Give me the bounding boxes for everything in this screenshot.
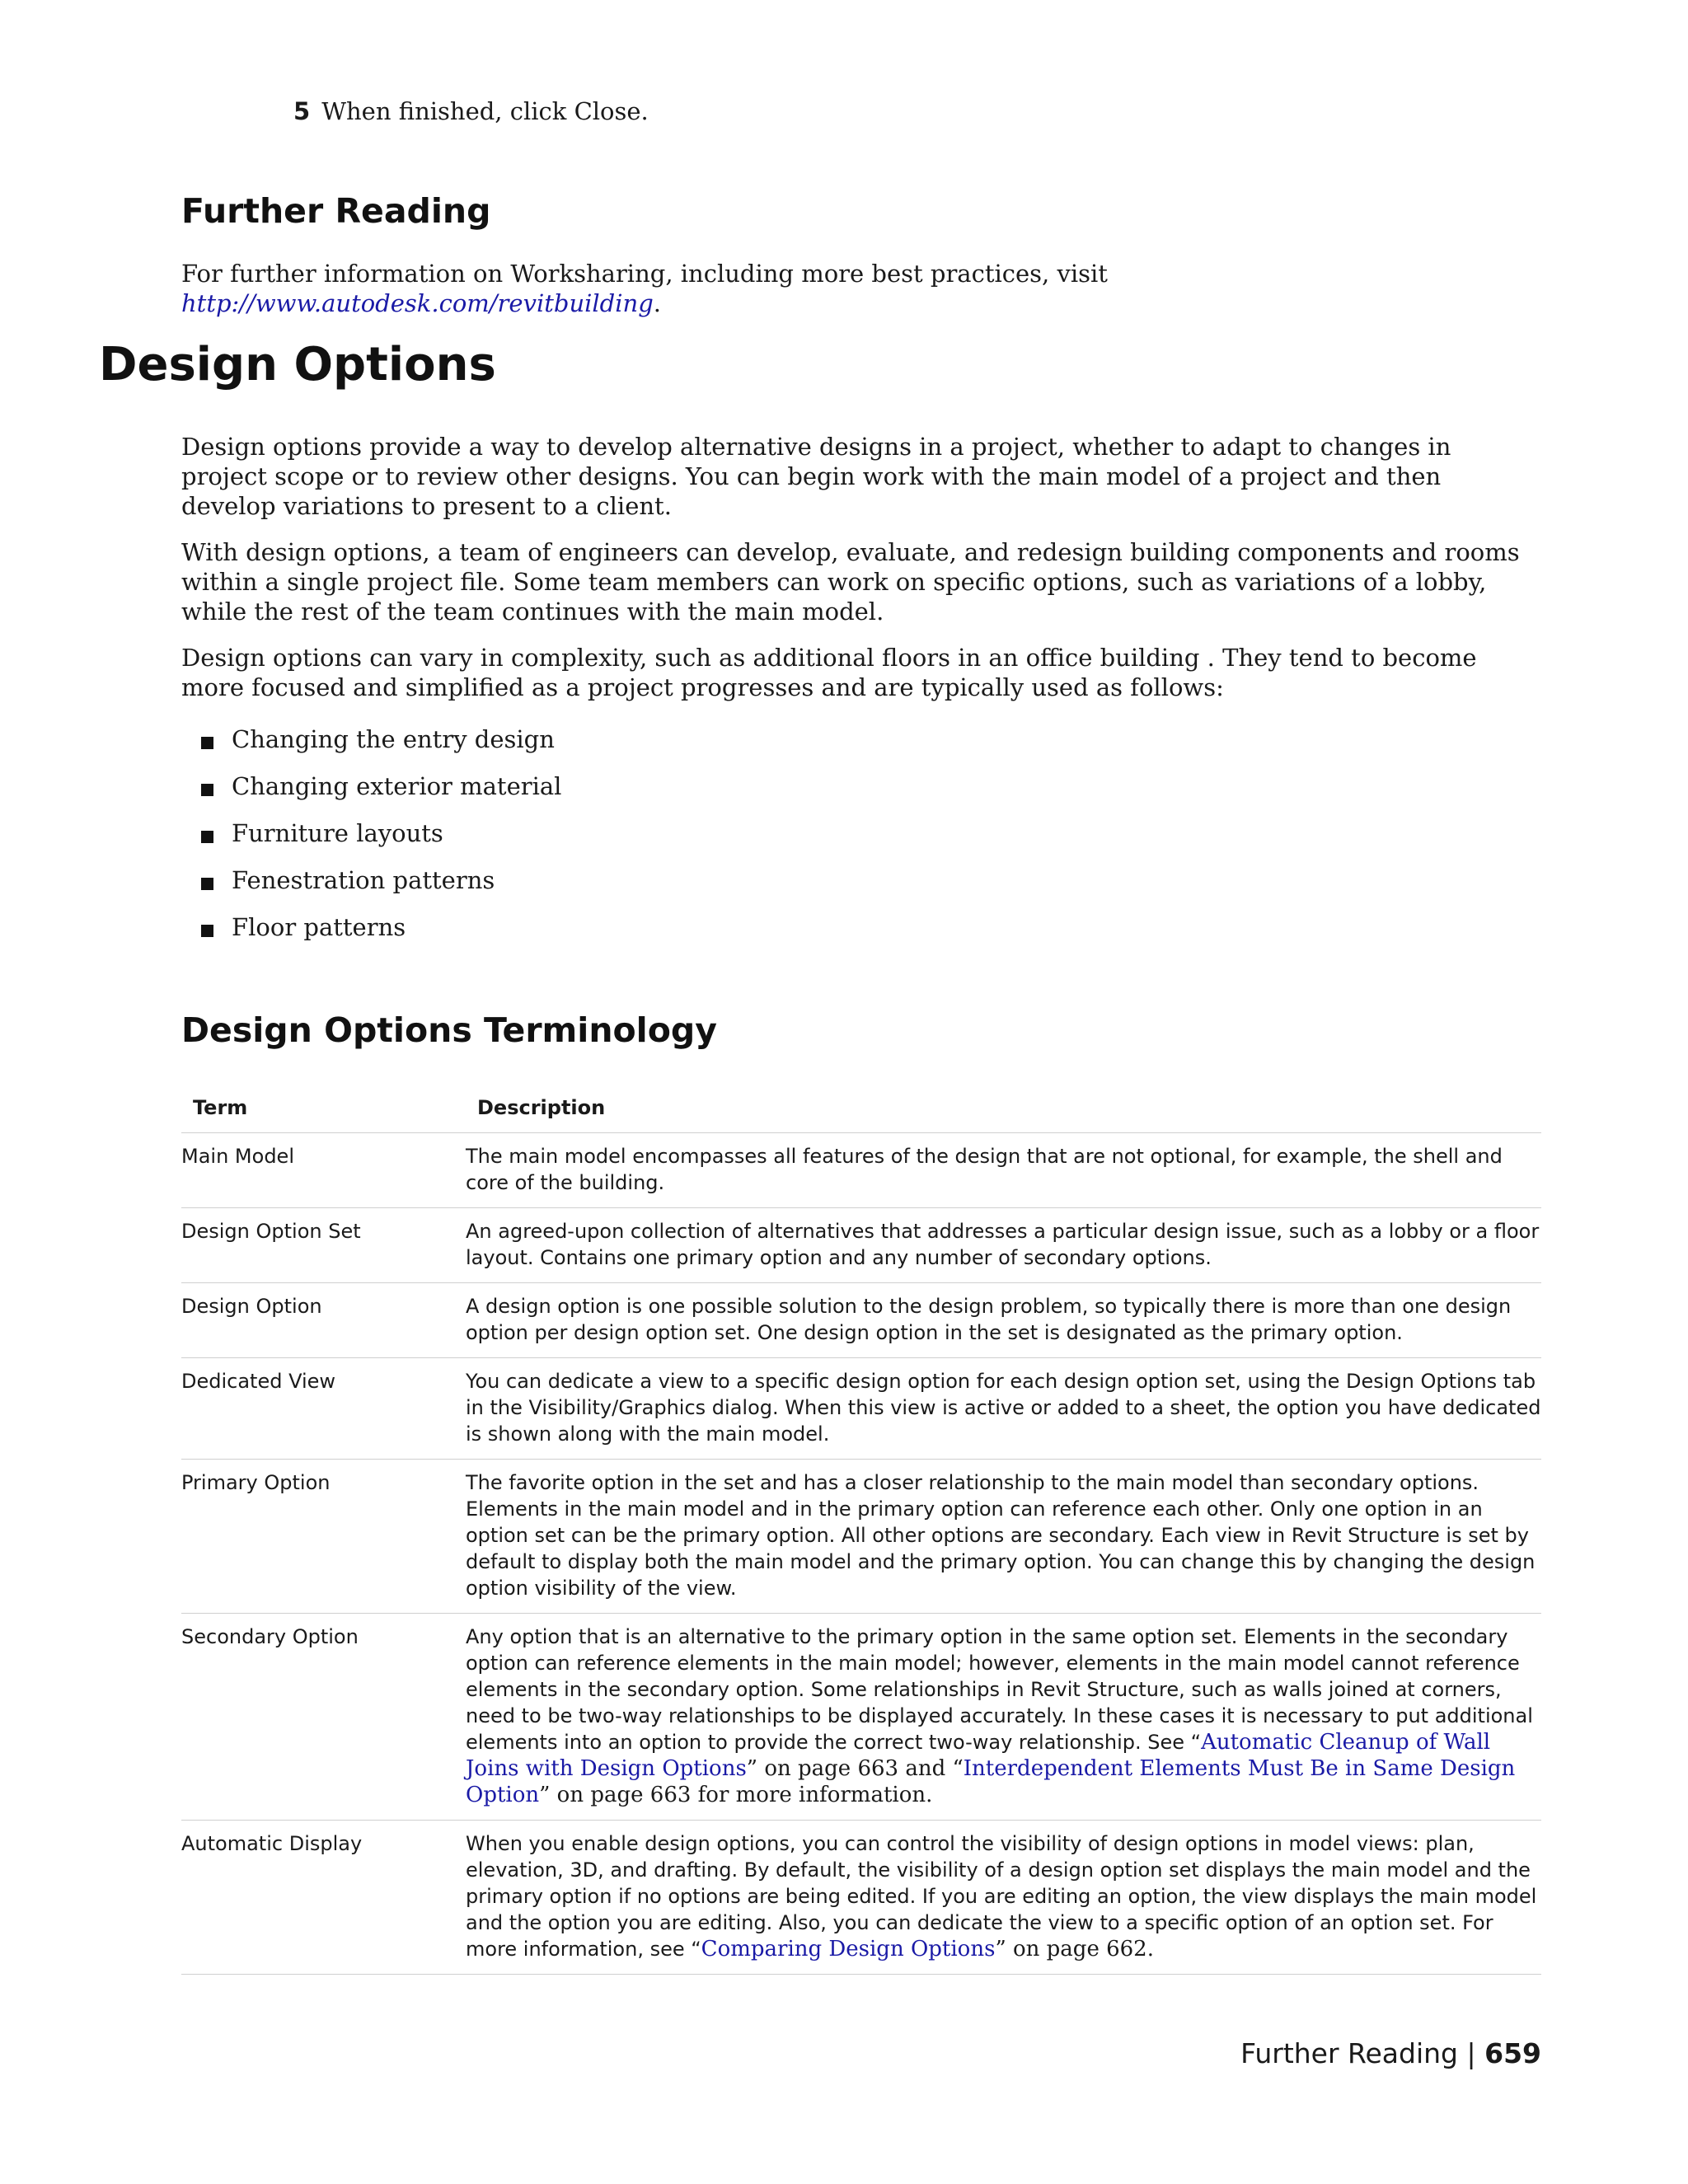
- description-text: ” on page 663 for more information.: [539, 1783, 933, 1807]
- list-item: [201, 819, 561, 866]
- description-text: Any option that is an alternative to the primary option in the same option set. Elements in the secondary option can reference elements in the main model; however, elements in the main model cannot reference elements in the secondary option. Some relationships in Revit Structure, such as walls joined at corners, need to be two-way relationships to be displayed accurately. In these cases it is necessary to put additional elements into an option to provide the correct two-way relationship. See “: [466, 1625, 1533, 1754]
- term-cell: Design Option Set: [181, 1208, 466, 1283]
- table-row: [181, 1208, 1541, 1283]
- step-5: [293, 97, 649, 125]
- bullet-square-icon: [201, 878, 213, 890]
- column-header-term: Term: [181, 1086, 466, 1133]
- step-text: When finished, click Close.: [321, 97, 649, 125]
- footer-separator: |: [1458, 2037, 1485, 2069]
- description-text: ” on page 663 and “: [746, 1756, 964, 1781]
- description-text: When you enable design options, you can control the visibility of design options in model views: plan, elevation, 3D, and drafting. By default, the visibility of a design option set displays the main model and the primary option if no options are being edited. If you are editing an option, the view displays the main model and the option you are editing. Also, you can dedicate the view to a specific option of an option set. For more information, see “: [466, 1832, 1537, 1961]
- description-cell: The main model encompasses all features of the design that are not optional, for example, the shell and core of the building.: [466, 1133, 1541, 1208]
- description-text: ” on page 662.: [995, 1937, 1154, 1961]
- table-row: [181, 1460, 1541, 1614]
- step-number: 5: [293, 97, 311, 125]
- terminology-table: [181, 1086, 1541, 1975]
- description-cell: [466, 1614, 1541, 1821]
- description-cell: [466, 1821, 1541, 1975]
- further-reading-body: For further information on Worksharing, including more best practices, visit: [181, 260, 1108, 288]
- list-item: [201, 913, 561, 960]
- page-footer: [1240, 2037, 1541, 2069]
- list-item-text: Furniture layouts: [232, 819, 443, 847]
- description-cell: The favorite option in the set and has a closer relationship to the main model than secondary options. Elements in the main model and in the primary option can reference each other. Only one option in an option set can be the primary option. All other options are secondary. Each view in Revit Structure is set by default to display both the main model and the primary option. You can change this by changing the design option visibility of the view.: [466, 1460, 1541, 1614]
- term-cell: Secondary Option: [181, 1614, 466, 1821]
- list-item: [201, 866, 561, 913]
- terminology-heading: Design Options Terminology: [181, 1010, 717, 1050]
- term-cell: Automatic Display: [181, 1821, 466, 1975]
- design-options-heading: Design Options: [99, 338, 496, 391]
- further-reading-heading: Further Reading: [181, 191, 491, 231]
- design-options-paragraph-3: Design options can vary in complexity, such as additional floors in an office building . They tend to become more focused and simplified as a project progresses and are typically used as follows:: [181, 644, 1477, 701]
- list-item: [201, 725, 561, 772]
- autodesk-link[interactable]: http://www.autodesk.com/revitbuilding: [181, 289, 654, 317]
- bullet-square-icon: [201, 831, 213, 843]
- list-item-text: Floor patterns: [232, 913, 406, 941]
- cross-reference-link[interactable]: Comparing Design Options: [701, 1937, 996, 1961]
- table-header-row: [181, 1086, 1541, 1133]
- term-cell: Design Option: [181, 1283, 466, 1358]
- list-item-text: Changing the entry design: [232, 725, 555, 753]
- further-reading-end: .: [653, 289, 661, 317]
- description-cell: An agreed-upon collection of alternatives that addresses a particular design issue, such as a lobby or a floor layout. Contains one primary option and any number of secondary options.: [466, 1208, 1541, 1283]
- table-row: [181, 1358, 1541, 1460]
- list-item-text: Changing exterior material: [232, 772, 562, 800]
- bullet-square-icon: [201, 925, 213, 937]
- design-options-paragraph-2: With design options, a team of engineers can develop, evaluate, and redesign building components and rooms within a single project file. Some team members can work on specific options, such as variations of a lobby, while the rest of the team continues with the main model.: [181, 538, 1520, 626]
- cross-reference-link[interactable]: Interdependent Elements Must Be in Same Design Option: [466, 1756, 1516, 1807]
- footer-section: Further Reading: [1240, 2037, 1458, 2069]
- table-row: [181, 1821, 1541, 1975]
- table-row: [181, 1133, 1541, 1208]
- bullet-square-icon: [201, 737, 213, 749]
- column-header-description: Description: [466, 1086, 1541, 1133]
- bullet-square-icon: [201, 784, 213, 796]
- term-cell: Dedicated View: [181, 1358, 466, 1460]
- term-cell: Main Model: [181, 1133, 466, 1208]
- design-options-paragraph-1: Design options provide a way to develop alternative designs in a project, whether to adapt to changes in project scope or to review other designs. You can begin work with the main model of a project and then develop variations to present to a client.: [181, 433, 1451, 520]
- further-reading-text: [181, 259, 1541, 318]
- usage-list: [201, 725, 561, 960]
- description-cell: You can dedicate a view to a specific design option for each design option set, using the Design Options tab in the Visibility/Graphics dialog. When this view is active or added to a sheet, the option you have dedicated is shown along with the main model.: [466, 1358, 1541, 1460]
- table-row: [181, 1614, 1541, 1821]
- list-item-text: Fenestration patterns: [232, 866, 495, 894]
- page-number: 659: [1484, 2037, 1541, 2069]
- table-row: [181, 1283, 1541, 1358]
- cross-reference-link[interactable]: Automatic Cleanup of Wall Joins with Design Options: [466, 1730, 1491, 1781]
- description-cell: A design option is one possible solution to the design problem, so typically there is more than one design option per design option set. One design option in the set is designated as the primary option.: [466, 1283, 1541, 1358]
- list-item: [201, 772, 561, 819]
- term-cell: Primary Option: [181, 1460, 466, 1614]
